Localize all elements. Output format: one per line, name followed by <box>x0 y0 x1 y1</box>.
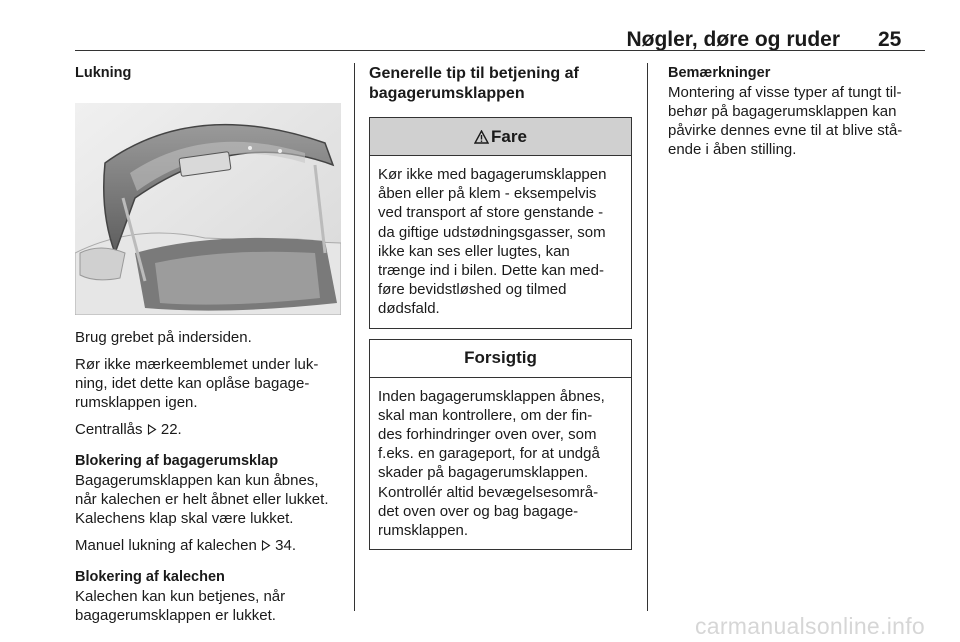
text-line: trænge ind i bilen. Dette kan med- <box>378 262 604 280</box>
subsection-title-trunk-lock: Blokering af bagagerumsklap <box>75 453 279 469</box>
text-line: det oven over og bag bagage- <box>378 502 579 520</box>
caution-box <box>369 339 632 551</box>
text-line: rumsklappen. <box>378 522 469 540</box>
section-title-general-tips <box>369 64 632 104</box>
warning-label: Fare <box>491 126 527 146</box>
subsection-title-roof-lock: Blokering af kalechen <box>75 569 225 585</box>
text-line: Inden bagagerumsklappen åbnes, <box>378 387 605 405</box>
page-title: Nøgler, døre og ruder <box>626 28 840 51</box>
text-line: behør på bagagerumsklappen kan <box>668 103 897 120</box>
text-line: Bagagerumsklappen kan kun åbnes, <box>75 472 319 489</box>
roof-lock-text <box>75 587 341 625</box>
text-line: Rør ikke mærkeemblemet under luk- <box>75 356 319 373</box>
text-line: ved transport af store genstande - <box>378 204 604 222</box>
reference-text: Manuel lukning af kalechen <box>75 537 257 554</box>
warning-box-body <box>370 156 631 328</box>
text-line: ende i åben stilling. <box>668 141 797 158</box>
caution-label: Forsigtig <box>464 348 537 368</box>
warning-text <box>378 165 625 319</box>
caution-box-body <box>370 378 631 550</box>
column-general-tips <box>369 64 632 550</box>
trunk-lock-text <box>75 471 341 528</box>
text-line: ning, idet dette kan oplåse bagage- <box>75 375 310 392</box>
caution-box-header <box>370 340 631 378</box>
text-line: f.eks. en garageport, for at undgå <box>378 445 600 463</box>
caution-text <box>378 387 625 541</box>
header-divider <box>75 50 925 51</box>
note-text <box>668 83 930 159</box>
text-line: rumsklappen igen. <box>75 394 198 411</box>
reference-page: 22. <box>160 421 182 438</box>
reference-page: 34. <box>275 537 296 554</box>
page-reference-icon <box>147 424 157 435</box>
text-line: Kontrollér altid bevægelsesområ- <box>378 483 599 501</box>
page-reference-icon <box>261 540 271 551</box>
text-line: åben eller på klem - eksempelvis <box>378 185 597 203</box>
warning-triangle-icon <box>474 130 489 144</box>
instruction-handle: Brug grebet på indersiden. <box>75 329 252 346</box>
section-title-closing: Lukning <box>75 65 132 81</box>
text-line: ikke kan ses eller lugtes, kan <box>378 242 570 260</box>
watermark: carmanualsonline.info <box>694 613 925 639</box>
text-line: skal man kontrollere, om der fin- <box>378 406 593 424</box>
text-line: Kør ikke med bagagerumsklappen <box>378 166 607 183</box>
column-divider-left <box>354 63 355 611</box>
warning-box <box>369 117 632 329</box>
text-line: skader på bagagerumsklappen. <box>378 464 589 482</box>
column-divider-right <box>647 63 648 611</box>
emblem-warning-text <box>75 355 341 412</box>
text-line: des forhindringer oven over, som <box>378 426 597 444</box>
text-line: Kalechens klap skal være lukket. <box>75 510 294 527</box>
text-line: når kalechen er helt åbnet eller lukket. <box>75 491 329 508</box>
reference-central-lock <box>75 420 341 439</box>
text-line: dødsfald. <box>378 300 440 318</box>
reference-text: Centrallås <box>75 421 143 438</box>
text-line: Kalechen kan kun betjenes, når <box>75 588 286 605</box>
warning-box-header <box>370 118 631 156</box>
text-line: føre bevidstløshed og tilmed <box>378 281 567 299</box>
title-line: Generelle tip til betjening af <box>369 65 579 82</box>
column-closing <box>75 64 341 625</box>
title-line: bagagerumsklappen <box>369 85 525 102</box>
note-title: Bemærkninger <box>668 65 771 81</box>
trunk-lid-photo <box>75 103 341 315</box>
page-number: 25 <box>878 28 902 51</box>
text-line: bagagerumsklappen er lukket. <box>75 607 276 624</box>
reference-manual-roof <box>75 536 341 555</box>
text-line: da giftige udstødningsgasser, som <box>378 223 606 241</box>
text-line: Montering af visse typer af tungt til- <box>668 84 902 101</box>
text-line: påvirke dennes evne til at blive stå- <box>668 122 903 139</box>
column-notes <box>668 64 930 159</box>
